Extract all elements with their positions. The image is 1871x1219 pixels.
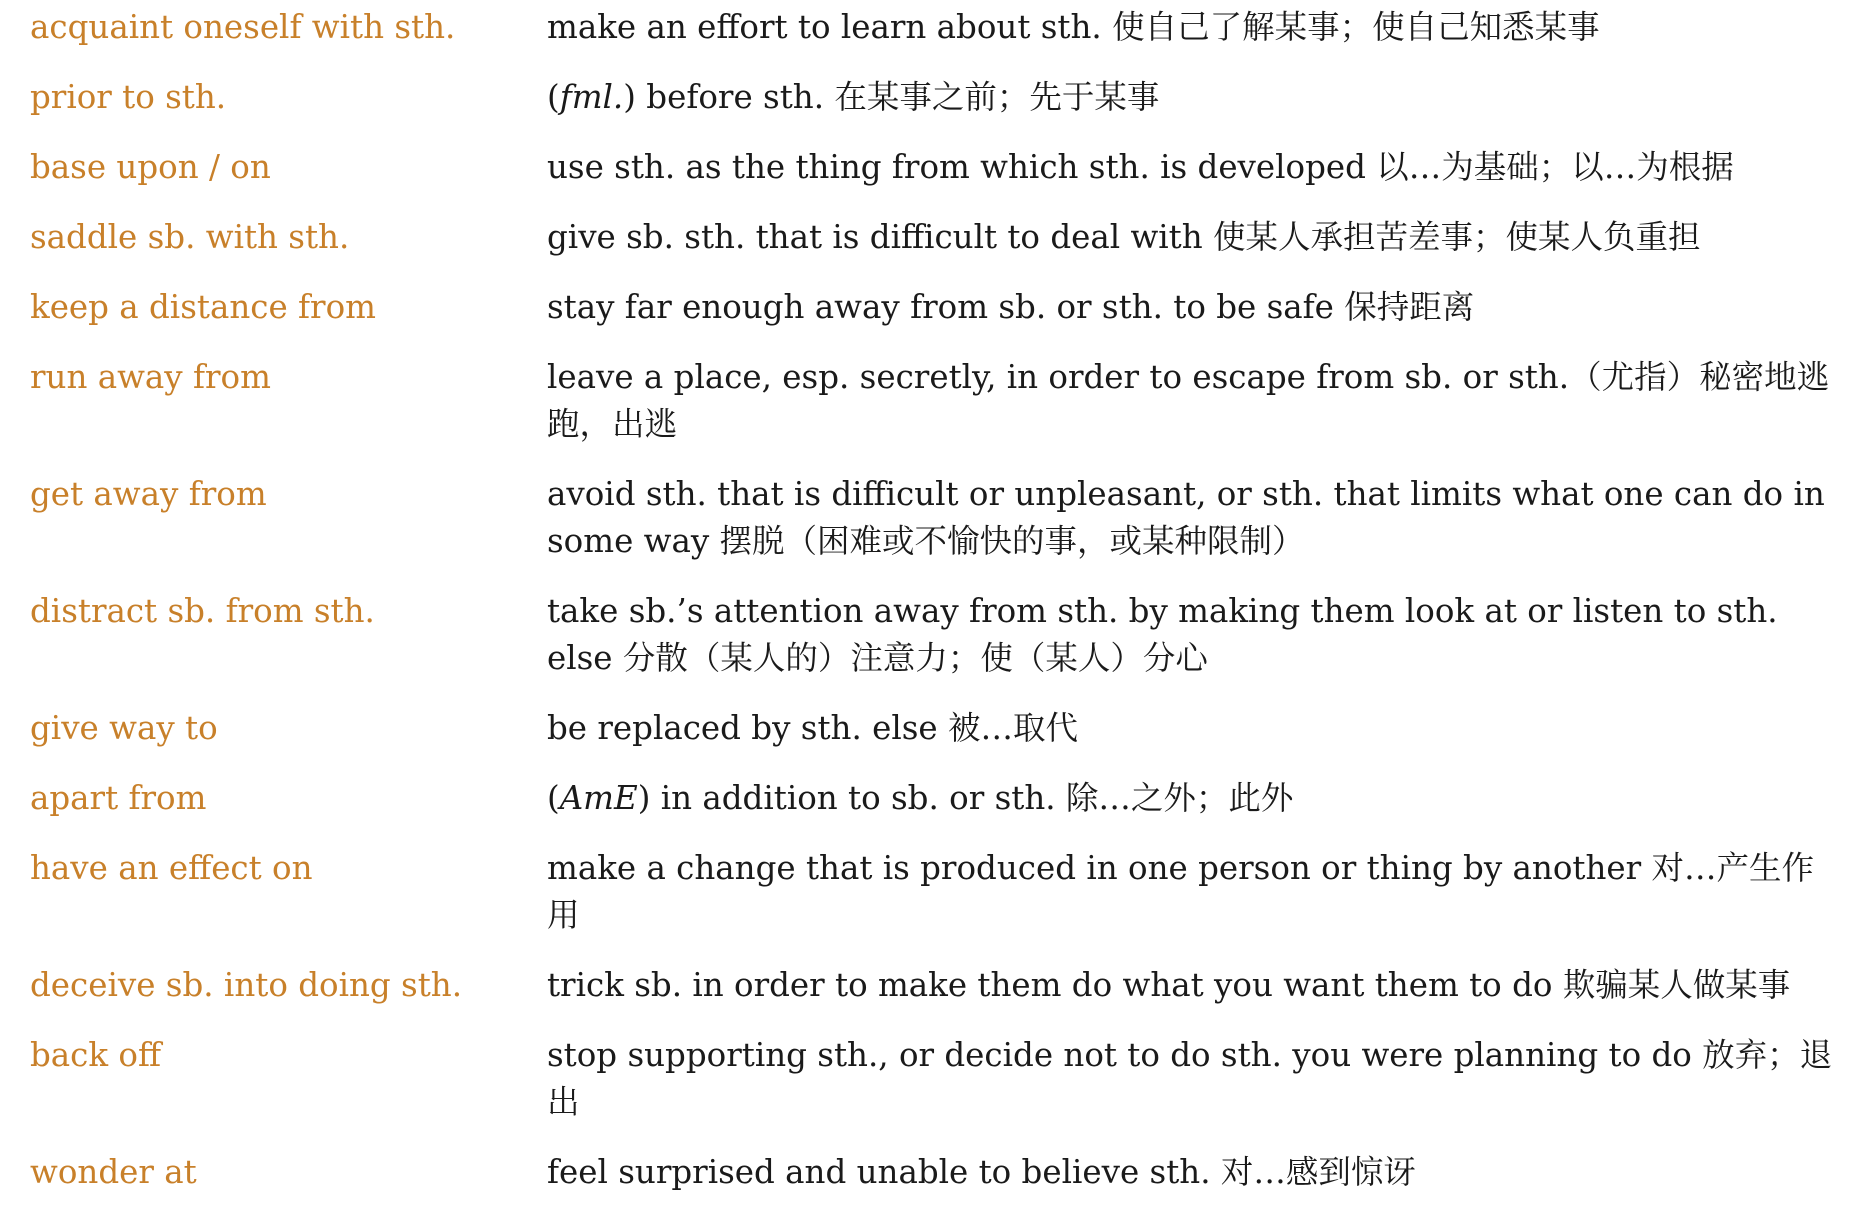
glossary-entry [30,354,1845,448]
entry-definition [547,705,1845,752]
entry-term: saddle sb. with sth. [30,218,350,256]
glossary-entry [30,1032,1845,1126]
definition-text: make an effort to learn about sth. 使自己了解某事；使自己知悉某事 [547,8,1600,46]
glossary-entry [30,284,1845,331]
entry-definition [547,588,1845,682]
entry-definition [547,775,1845,822]
definition-text: leave a place, esp. secretly, in order to escape from sb. or sth.（尤指）秘密地逃跑，出逃 [547,358,1830,443]
glossary-entry [30,74,1845,121]
glossary-entry [30,4,1845,51]
entry-definition [547,962,1845,1009]
glossary-entry [30,588,1845,682]
entry-term: keep a distance from [30,288,376,326]
glossary-entry [30,962,1845,1009]
entry-definition [547,214,1845,261]
definition-text: before sth. 在某事之前；先于某事 [635,78,1160,116]
glossary-entry [30,214,1845,261]
entry-definition [547,354,1845,448]
entry-term: apart from [30,779,207,817]
entry-definition [547,74,1845,121]
glossary-entry [30,775,1845,822]
definition-text: be replaced by sth. else 被…取代 [547,709,1078,747]
entry-term: deceive sb. into doing sth. [30,966,463,1004]
definition-text: take sb.’s attention away from sth. by making them look at or listen to sth. else 分散（某人的）注意力；使（某人）分心 [547,592,1778,677]
entry-definition [547,471,1845,565]
glossary-entry [30,1149,1845,1196]
phrase-glossary [30,4,1845,1219]
entry-term: have an effect on [30,849,313,887]
entry-term: run away from [30,358,271,396]
definition-text: avoid sth. that is difficult or unpleasant, or sth. that limits what one can do in some way 摆脱（困难或不愉快的事，或某种限制） [547,475,1825,560]
entry-definition [547,1032,1845,1126]
definition-text: in addition to sb. or sth. 除…之外；此外 [650,779,1294,817]
usage-label-text: AmE [559,779,638,817]
definition-text: trick sb. in order to make them do what you want them to do 欺骗某人做某事 [547,966,1791,1004]
entry-term: base upon / on [30,148,271,186]
definition-text: give sb. sth. that is difficult to deal with 使某人承担苦差事；使某人负重担 [547,218,1701,256]
definition-text: stay far enough away from sb. or sth. to be safe 保持距离 [547,288,1475,326]
entry-definition [547,845,1845,939]
glossary-entry [30,705,1845,752]
usage-label-text: fml. [559,78,624,116]
entry-definition [547,144,1845,191]
glossary-entry [30,471,1845,565]
definition-text: make a change that is produced in one person or thing by another 对…产生作用 [547,849,1814,934]
entry-definition [547,1149,1845,1196]
usage-label: (AmE) [547,779,651,817]
entry-term: give way to [30,709,218,747]
entry-term: get away from [30,475,267,513]
definition-text: feel surprised and unable to believe sth. 对…感到惊讶 [547,1153,1416,1191]
entry-term: wonder at [30,1153,197,1191]
definition-text: use sth. as the thing from which sth. is developed 以…为基础；以…为根据 [547,148,1734,186]
entry-term: distract sb. from sth. [30,592,375,630]
glossary-entry [30,845,1845,939]
entry-definition [547,4,1845,51]
entry-term: acquaint oneself with sth. [30,8,456,46]
glossary-entry [30,144,1845,191]
definition-text: stop supporting sth., or decide not to do sth. you were planning to do 放弃；退出 [547,1036,1833,1121]
entry-term: back off [30,1036,162,1074]
usage-label: (fml.) [547,78,636,116]
entry-definition [547,284,1845,331]
entry-term: prior to sth. [30,78,227,116]
